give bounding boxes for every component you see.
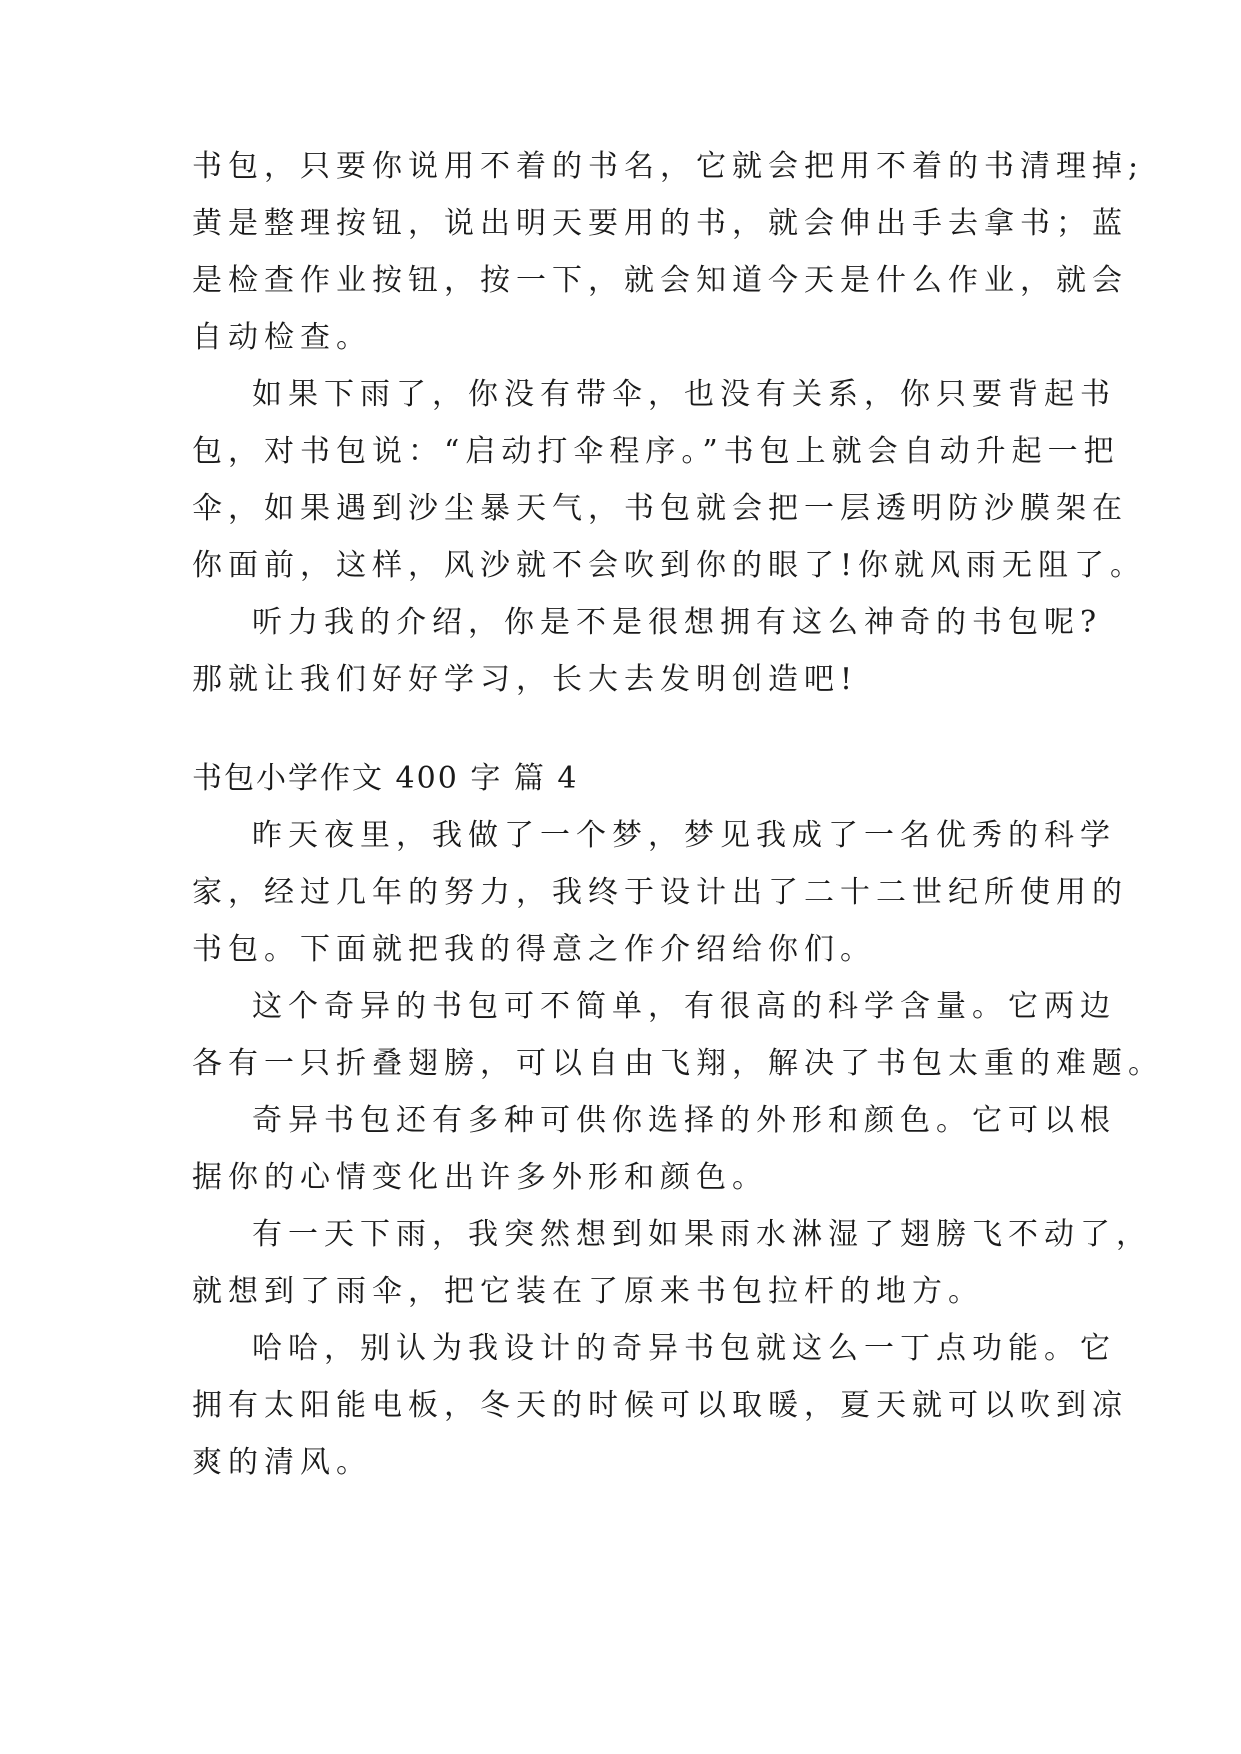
body-line: 家，经过几年的努力，我终于设计出了二十二世纪所使用的 bbox=[192, 875, 1128, 910]
paragraph-first-line: 昨天夜里，我做了一个梦，梦见我成了一名优秀的科学 bbox=[252, 818, 1116, 853]
body-line: 自动检查。 bbox=[192, 320, 372, 355]
paragraph-first-line: 哈哈，别认为我设计的奇异书包就这么一丁点功能。它 bbox=[252, 1331, 1116, 1366]
body-line: 拥有太阳能电板，冬天的时候可以取暖，夏天就可以吹到凉 bbox=[192, 1388, 1128, 1423]
body-line: 包，对书包说：“启动打伞程序。”书包上就会自动升起一把 bbox=[192, 434, 1120, 469]
paragraph-first-line: 奇异书包还有多种可供你选择的外形和颜色。它可以根 bbox=[252, 1103, 1116, 1138]
paragraph-first-line: 这个奇异的书包可不简单，有很高的科学含量。它两边 bbox=[252, 989, 1116, 1024]
body-line: 书包，只要你说用不着的书名，它就会把用不着的书清理掉; bbox=[192, 149, 1145, 184]
body-line: 黄是整理按钮，说出明天要用的书，就会伸出手去拿书；蓝 bbox=[192, 206, 1128, 241]
body-line: 伞，如果遇到沙尘暴天气，书包就会把一层透明防沙膜架在 bbox=[192, 491, 1128, 526]
paragraph-first-line: 听力我的介绍，你是不是很想拥有这么神奇的书包呢? bbox=[252, 605, 1103, 640]
body-line: 爽的清风。 bbox=[192, 1445, 372, 1480]
body-line: 书包。下面就把我的得意之作介绍给你们。 bbox=[192, 932, 876, 967]
paragraph-first-line: 有一天下雨，我突然想到如果雨水淋湿了翅膀飞不动了， bbox=[252, 1217, 1152, 1252]
body-line: 就想到了雨伞，把它装在了原来书包拉杆的地方。 bbox=[192, 1274, 984, 1309]
paragraph-first-line: 如果下雨了，你没有带伞，也没有关系，你只要背起书 bbox=[252, 377, 1116, 412]
body-line: 据你的心情变化出许多外形和颜色。 bbox=[192, 1160, 768, 1195]
body-line: 那就让我们好好学习，长大去发明创造吧! bbox=[192, 662, 859, 697]
section-heading: 书包小学作文 400 字 篇 4 bbox=[192, 761, 579, 796]
body-line: 你面前，这样，风沙就不会吹到你的眼了!你就风雨无阻了。 bbox=[192, 548, 1147, 583]
body-line: 是检查作业按钮，按一下，就会知道今天是什么作业，就会 bbox=[192, 263, 1128, 298]
body-line: 各有一只折叠翅膀，可以自由飞翔，解决了书包太重的难题。 bbox=[192, 1046, 1164, 1081]
